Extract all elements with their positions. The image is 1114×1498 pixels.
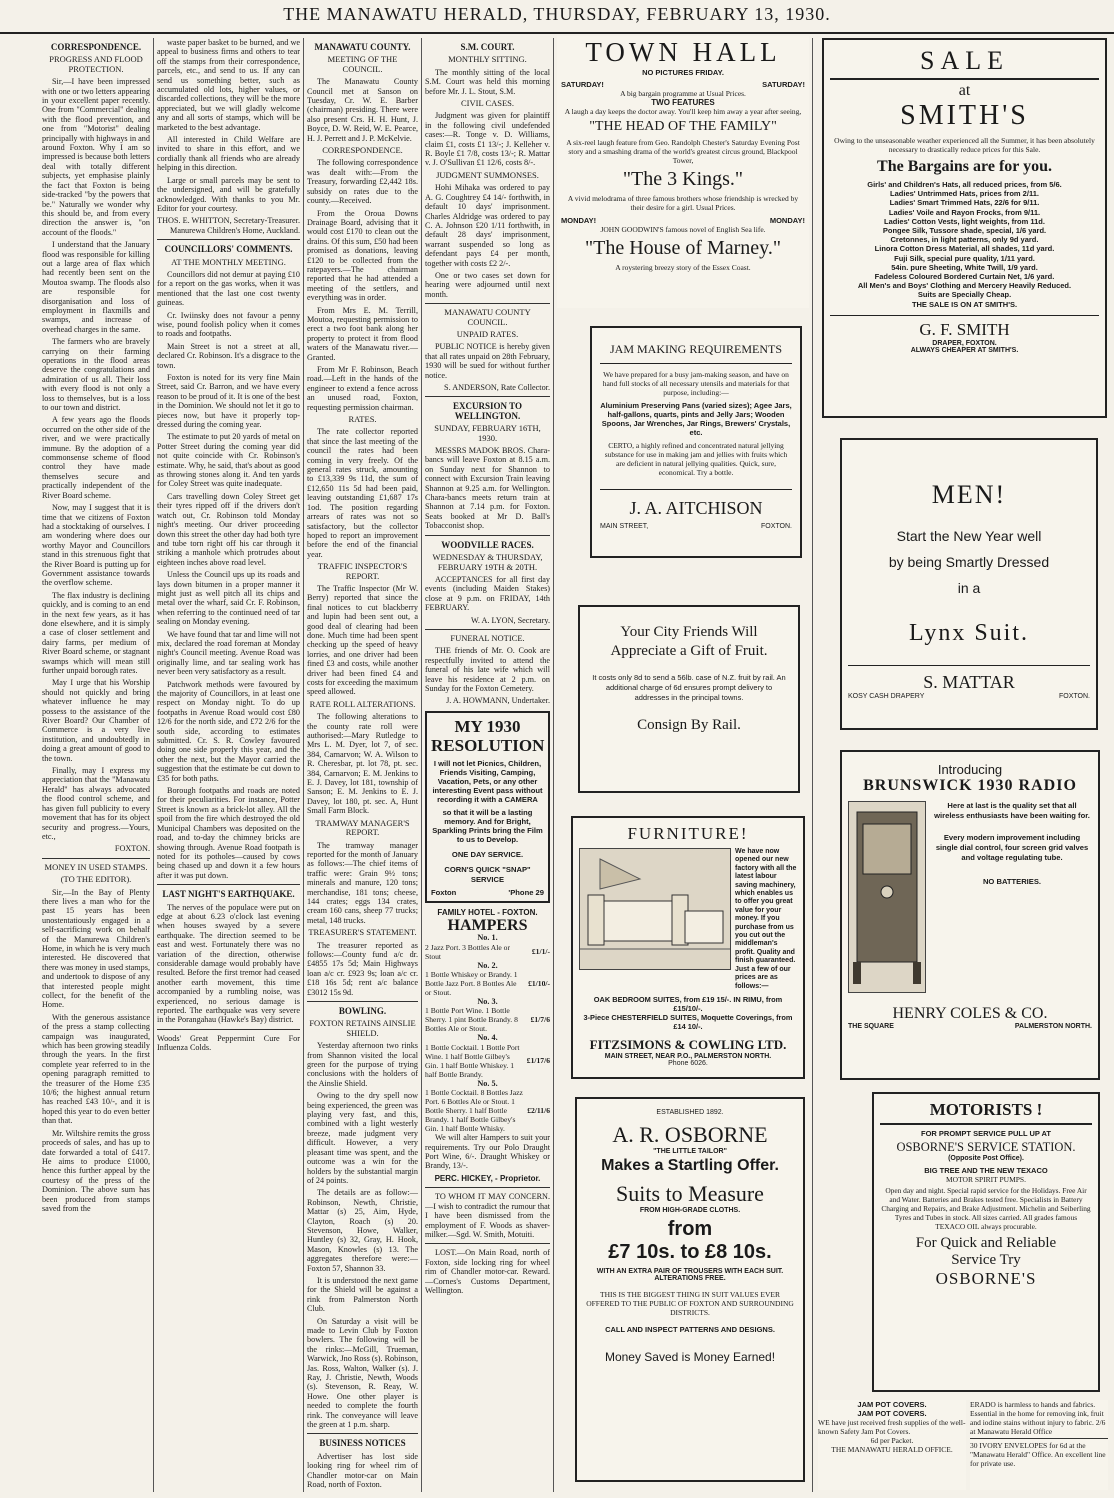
address: MAIN STREET, NEAR P.O., PALMERSTON NORTH. bbox=[604, 1052, 772, 1060]
hotel-name: FAMILY HOTEL - FOXTON. bbox=[437, 908, 538, 918]
paragraph: LOST.—On Main Road, north of Foxton, side locking ring for wheel rim of Chandler motor-car. Reward.—Cornes's Customs Department, Wellington. bbox=[425, 1248, 550, 1295]
notice-heading: WOODVILLE RACES. bbox=[441, 539, 534, 550]
ad-line: A vivid melodrama of three famous brothers whose friendship is wrecked by their desire for a girl. Usual Prices. bbox=[567, 194, 799, 212]
ad-body: We have prepared for a busy jam-making season, and have on hand full stocks of all necessary utensils and materials for that purpose, including:— bbox=[602, 370, 790, 397]
ad-title: JAM POT COVERS. bbox=[857, 1400, 927, 1409]
firm-name: FITZSIMONS & COWLING LTD. bbox=[589, 1036, 787, 1052]
section-heading: BUSINESS NOTICES bbox=[319, 1438, 406, 1449]
hamper-row bbox=[425, 1088, 550, 1133]
ad-footer bbox=[848, 693, 1090, 700]
hamper-number: No. 4. bbox=[477, 1033, 498, 1043]
ad-title: BRUNSWICK 1930 RADIO bbox=[863, 777, 1077, 794]
hamper-price: £1/7/6 bbox=[530, 1015, 550, 1025]
ad-title: RESOLUTION bbox=[431, 735, 545, 755]
mattar-lynx-suit-ad bbox=[840, 438, 1098, 730]
ad-body: so that it will be a lasting memory. And for Bright, Sparkling Prints bring the Film to us to Develop. bbox=[432, 807, 543, 844]
article-subheading: MONTHLY SITTING. bbox=[448, 54, 527, 65]
ad-line: (Opposite Post Office). bbox=[948, 1155, 1024, 1162]
ad-line: FOR PROMPT SERVICE PULL UP AT bbox=[920, 1129, 1052, 1138]
section-heading: BOWLING. bbox=[338, 1006, 387, 1016]
hamper-number: No. 1. bbox=[477, 933, 498, 943]
town: PALMERSTON NORTH. bbox=[1014, 1023, 1092, 1030]
hamper-items: 2 Jazz Port. 3 Bottles Ale or Stout bbox=[425, 942, 510, 961]
ad-body: THIS IS THE BIGGEST THING IN SUIT VALUES EVER OFFERED TO THE PUBLIC OF FOXTON AND SURROUNDING DISTRICTS. bbox=[586, 1290, 794, 1317]
column-rule bbox=[812, 38, 813, 1492]
ad-body: CERTO, a highly refined and concentrated natural jellying substance for use in making jam and jellies with fruits which are deficient in natural jellying qualities. Quick, sure, economical. Try a bottle. bbox=[604, 441, 788, 477]
sale-item: Ladies' Voile and Rayon Frocks, from 9/11. bbox=[888, 207, 1041, 217]
paragraph: The Manawatu County Council met at Sanson on Tuesday, Cr. W. E. Barber (chairman) presiding. There were also present Crs. H. H. Hunt, J. Boyce, D. W. Reid, W. E. Pearce, H. J. Perrett and J. P. McKelvie. bbox=[307, 77, 418, 143]
hampers-signature: PERC. HICKEY, - Proprietor. bbox=[434, 1173, 541, 1183]
section-heading: MANAWATU COUNTY. bbox=[314, 42, 411, 52]
ad-body: NO BATTERIES. bbox=[982, 877, 1042, 886]
shop-sub: KOSY CASH DRAPERY bbox=[848, 693, 925, 700]
ad-headline: The Bargains are for you. bbox=[877, 158, 1052, 175]
ad-line: MOTOR SPIRIT PUMPS. bbox=[946, 1175, 1026, 1184]
ad-line: BIG TREE AND THE NEW TEXACO bbox=[924, 1166, 1048, 1175]
divider bbox=[157, 1029, 300, 1030]
town: FOXTON. bbox=[1059, 693, 1090, 700]
paragraph: The rate collector reported that since the last meeting of the council the rates had been coming in very freely. Of the general rates struck, amounting to £13,339 9s 11d, the sum of £12,650 11s 5d had been paid, leaving outstanding £1,687 17s 1od. The position regarding arrears of rates was not so satisfactory, but the collector hoped to report an improvement before the end of the financial year. bbox=[307, 427, 418, 559]
ad-line: 3-Piece CHESTERFIELD SUITES, Moquette Coverings, from £14 10/-. bbox=[583, 1012, 793, 1031]
paragraph: Patchwork methods were favoured by the majority of Councillors, in at least one respect on Monday night. To do up footpaths in Avenue Road would cost £80 12/6 for the north side, and £72 2/6 for the south side, according to estimates submitted. Cr. S. R. Cowley favoured doing one side properly this year, and the other the next, but the Mayor carried the suggestion that the estimate be cut down to £35 for both paths. bbox=[157, 679, 300, 783]
section-heading: LAST NIGHT'S EARTHQUAKE. bbox=[162, 889, 295, 900]
furniture-ad bbox=[571, 816, 805, 1079]
furniture-illustration bbox=[579, 848, 731, 970]
paragraph: ACCEPTANCES for all first day events (including Maiden Stakes) close at 9 p.m. on FRIDAY, 14th FEBRUARY. bbox=[425, 574, 550, 613]
sale-item: Pongee Silk, Tussore shade, special, 1/6 yard. bbox=[882, 226, 1047, 236]
column-court bbox=[425, 38, 550, 1492]
divider bbox=[425, 303, 550, 304]
article-subheading: FOXTON RETAINS AINSLIE SHIELD. bbox=[309, 1018, 416, 1038]
ad-body: I will not let Picnics, Children, Friends Visiting, Camping, Vacation, Pets, or any other interesting Event pass without recording it with a CAMERA bbox=[432, 758, 543, 804]
paragraph: The nerves of the populace were put on edge at about 6.23 o'clock last evening when houses swayed by a severe earthquake. The direction seemed to be east and west. Fortunately there was no variation of the direction, otherwise considerable damage would probably have resulted. Before the first tremor had ceased another earth movement, this time accompanied by a rumbling noise, was experienced, no serious damage is reported. The earthquake was very severe in the Porangahau (Hawke's Bay) district. bbox=[157, 902, 300, 1025]
ad-headline: Lynx Suit. bbox=[908, 620, 1030, 646]
erado-ad bbox=[970, 1400, 1108, 1490]
ad-row bbox=[579, 848, 797, 991]
ad-title: TOWN HALL bbox=[585, 37, 781, 67]
article-subheading: TRAFFIC INSPECTOR'S REPORT. bbox=[317, 561, 408, 581]
paragraph: Unless the Council ups up its roads and lays down bitumen in a proper manner it might just as well pitch all its chips and metal over the wharf, said Cr. F. Robinson, when referring to the continued need of tar sealing on Monday evening. bbox=[157, 570, 300, 627]
ad-body: Every modern improvement including single dial control, four screen grid valves and voltage regulating tube. bbox=[935, 833, 1089, 862]
column-rule bbox=[153, 38, 154, 1492]
section-heading: S.M. COURT. bbox=[460, 42, 515, 52]
ad-line: WITH AN EXTRA PAIR OF TROUSERS WITH EACH SUIT. bbox=[596, 1268, 784, 1275]
ad-line: A six-reel laugh feature from Geo. Randolph Chester's Saturday Evening Post story and a smashing drama of the world's greatest circus ground, Blackpool Tower, bbox=[566, 138, 800, 165]
small-ad: Woods' Great Peppermint Cure For Influenza Colds. bbox=[157, 1033, 300, 1053]
paragraph: On Saturday a visit will be made to Levin Club by Foxton bowlers. The following will be the rinks:—McGill, Trueman, Warwick, Jno Ross (s). Robinson, Jas. Ross, Walton, Walker (s). J. Ray, J. Christie, Newth, Woods (s). Stevenson, R. Reay, W. Howe. One other player is needed to complete the fourth rink. The conveyance will leave the green at 1 p.m. sharp. bbox=[307, 1316, 418, 1430]
paragraph: The farmers who are bravely carrying on their farming operations in the flood areas deserve the congratulations and admiration of us all. Their loss with every flood is not only a loss to themselves, but is a loss to our town and district. bbox=[42, 337, 150, 413]
film-title: "The 3 Kings." bbox=[622, 168, 744, 190]
divider bbox=[307, 1433, 418, 1434]
paragraph: Advertiser has lost side looking ring for wheel rim of Chandler motor-car on Main Road, north of Foxton. bbox=[307, 1451, 418, 1490]
article-subheading: CORRESPONDENCE. bbox=[322, 145, 403, 156]
smiths-sale-ad bbox=[822, 38, 1107, 418]
paragraph: Sir,—In the Bay of Plenty there lives a man who for the past 15 years has been unostentatiously engaged in a self-sacrificing work on behalf of the Manurewa Children's Home, in which he is very much interested. He discovered that there was money in used stamps, and undertook to dispose of any that interested people might collect, for the benefit of the Home. bbox=[42, 887, 150, 1010]
ad-day-row bbox=[561, 80, 805, 89]
ad-headline: Suits to Measure bbox=[616, 1181, 764, 1206]
signature: J. A. HOWMANN, Undertaker. bbox=[446, 696, 550, 706]
notice-heading: FUNERAL NOTICE. bbox=[450, 632, 525, 643]
shop-name: SMITH'S bbox=[900, 100, 1029, 131]
day-label: SATURDAY! bbox=[762, 80, 805, 89]
ad-line: ONE DAY SERVICE. bbox=[451, 849, 524, 859]
paragraph: Now, may I suggest that it is time that we citizens of Foxton had a stocktaking of ourselves. I am wondering where does our worthy Mayor and Councillors stand in this strenuous fight that the River Board is putting up for Government assistance towards the overflow scheme. bbox=[42, 503, 150, 588]
article-subheading: RATES. bbox=[348, 414, 377, 425]
hamper-row bbox=[425, 943, 550, 961]
ad-line: JOHN GOODWIN'S famous novel of English Sea life. bbox=[600, 225, 766, 234]
ad-body: ERADO is harmless to hands and fabrics. Essential in the home for removing ink, fruit and iodine stains without injury to fabric. 2/6 at Manawatu Herald Office bbox=[970, 1400, 1106, 1436]
ad-body: WE have just received fresh supplies of the well-known Safety Jam Pot Covers. bbox=[818, 1418, 966, 1436]
divider bbox=[157, 239, 300, 240]
ad-line: in a bbox=[957, 580, 981, 596]
film-title: "THE HEAD OF THE FAMILY" bbox=[589, 119, 777, 134]
signature: THOS. E. WHITTON, Secretary-Treasurer. Manurewa Children's Home, Auckland. bbox=[157, 216, 300, 235]
masthead: THE MANAWATU HERALD, THURSDAY, FEBRUARY 13, 1930. bbox=[0, 4, 1114, 34]
ad-line: 6d per Packet. bbox=[870, 1436, 914, 1445]
paragraph: The estimate to put 20 yards of metal on Potter Street during the coming year did not quite coincide with Cr. Robinson's estimate. Why, he said, that's about as good as throwing stones along it. And ten yards for Coley Street was quite inadequate. bbox=[157, 432, 300, 489]
ad-line: FROM HIGH-GRADE CLOTHS. bbox=[639, 1207, 741, 1214]
paragraph: We will alter Hampers to suit your requirements. Try our Polo Draught Port Wine, 6/-. Draught Whiskey or Brandy, 13/-. bbox=[425, 1133, 550, 1171]
column-rule bbox=[421, 38, 422, 1492]
paragraph: It is understood the next game for the Shield will be against a rink from Palmerston North Club. bbox=[307, 1275, 418, 1314]
signature: S. ANDERSON, Rate Collector. bbox=[444, 383, 550, 392]
ad-footer bbox=[600, 523, 792, 530]
article-subheading: TREASURER'S STATEMENT. bbox=[308, 927, 417, 938]
ad-slogan: Money Saved is Money Earned! bbox=[604, 1350, 776, 1364]
ad-line: NO PICTURES FRIDAY. bbox=[642, 68, 724, 77]
ad-slogan: Consign By Rail. bbox=[637, 717, 741, 733]
ad-body: Open day and night. Special rapid service for the Holidays. Free Air and Water. Batteries and Brakes tested free. Specialists in Battery Charging and Repairs, and Brake Adjustment. Michelin and Seiberling Tyres and Tubes in stock. All sizes carried. All grades famous TEXACO OIL always procurable. bbox=[881, 1186, 1091, 1231]
hamper-items: 1 Bottle Cocktail. 1 Bottle Port Wine. 1 half Bottle Gilbey's Gin. 1 half Bottle Whiskey. 1 half Bottle Brandy. bbox=[425, 1042, 520, 1079]
day-label: MONDAY! bbox=[769, 216, 805, 225]
divider bbox=[425, 396, 550, 397]
ad-title: SALE bbox=[830, 46, 1099, 80]
signature: FOXTON. bbox=[114, 844, 150, 854]
hampers-list bbox=[425, 933, 550, 1133]
hamper-number: No. 2. bbox=[477, 960, 498, 970]
section-heading: COUNCILLORS' COMMENTS. bbox=[164, 244, 293, 255]
sale-item: Ladies' Untrimmed Hats, prices from 2/11. bbox=[890, 189, 1039, 199]
paragraph: The Traffic Inspector (Mr W. Berry) reported that since the final notices to cut blackberry and lupin had been sent out, a good deal of clearing had been done. Much time had been spent checking up the speed of heavy lorries, and one driver had been fined £3 and costs, while another driver had been fined £4 and costs for exceeding the maximum speed allowed. bbox=[307, 583, 418, 697]
sale-item: All Men's and Boys' Clothing and Mercery Heavily Reduced. bbox=[857, 281, 1072, 291]
paragraph: The monthly sitting of the local S.M. Court was held this morning before Mr. J. L. Stout, S.M. bbox=[425, 67, 550, 96]
ad-text bbox=[932, 801, 1092, 993]
ad-line: Start the New Year well bbox=[896, 528, 1042, 544]
town: Foxton bbox=[431, 888, 457, 897]
ad-line: by being Smartly Dressed bbox=[888, 554, 1050, 570]
paragraph: Main Street is not a street at all, declared Cr. Robinson. It's a disgrace to the town. bbox=[157, 341, 300, 370]
paragraph: The tramway manager reported for the month of January as follows:—The chief items of traffic were: Grain 9½ tons; minerals and manure, 120 tons; merchandise, 181 tons; cheese, 144 crates; eggs 134 crates, cream 160 cans, sheep 77 trucks; metal, 148 trucks. bbox=[307, 840, 418, 925]
sale-item: Fadeless Coloured Bordered Curtain Net, 1/6 yard. bbox=[874, 272, 1055, 282]
hampers-title: HAMPERS bbox=[447, 916, 528, 934]
sale-item: Ladies' Cotton Vests, light weights, from 11d. bbox=[884, 216, 1045, 226]
ad-body: Owing to the unseasonable weather experienced all the Summer, it has been absolutely necessary to drastically reduce prices for this Sale. bbox=[834, 136, 1095, 154]
rail-ad bbox=[578, 605, 800, 793]
paragraph: With the generous assistance of the press a stamp collecting campaign was inaugurated, which has been growing steadily through the years. In the first complete year referred to in the opening paragraph remitted to the treasurer of the Home £35 10/6; the highest annual return has reached £43 10/-, and it is hoped this year to do even better than that. bbox=[42, 1012, 150, 1126]
hamper-row bbox=[425, 1043, 550, 1079]
ad-line: CALL AND INSPECT PATTERNS AND DESIGNS. bbox=[605, 1325, 775, 1334]
ad-slogan: For Quick and Reliable bbox=[915, 1235, 1057, 1251]
paragraph: The flax industry is declining quickly, and is coming to an end in the next few years, as it has done elsewhere, and it is simply a case of closer settlement and dairy farms, per medium of River Board scheme, or stagnant swamps which will mean still further unpaid borough rates. bbox=[42, 590, 150, 675]
film-title: "The House of Marney." bbox=[584, 237, 782, 259]
ad-shop: CORN'S QUICK "SNAP" SERVICE bbox=[444, 865, 531, 884]
ad-line: "THE LITTLE TAILOR" bbox=[653, 1148, 727, 1155]
sale-item: Cretonnes, in light patterns, only 9d yard. bbox=[890, 235, 1039, 245]
hamper-items: 1 Bottle Port Wine. 1 Bottle Sherry. 1 pint Bottle Brandy. 8 Bottles Ale or Stout. bbox=[425, 1006, 518, 1034]
sale-item: THE SALE IS ON AT SMITH'S. bbox=[911, 299, 1018, 309]
ad-title: JAM POT COVERS. bbox=[857, 1409, 927, 1418]
ad-row bbox=[848, 801, 1092, 993]
notice-subheading: UNPAID RATES. bbox=[456, 328, 519, 339]
hamper-number: No. 3. bbox=[477, 997, 498, 1007]
paragraph: Judgment was given for plaintiff in the following civil undefended cases:—R. Tonge v. D. Williams, claim £1, costs £1 13/-; J. Kelleher v. R. Boyle £1 7/8, costs 13/-; R. Mattar v. J. O'Sullivan £1 12/6, costs 8/-. bbox=[425, 111, 550, 168]
article-heading: PROGRESS AND FLOOD PROTECTION. bbox=[49, 54, 143, 74]
ad-line: ESTABLISHED 1892. bbox=[656, 1109, 724, 1116]
town-hall-ad bbox=[557, 36, 809, 308]
sale-item: Ladies' Smart Trimmed Hats, 22/6 for 9/11. bbox=[889, 198, 1040, 208]
paragraph: Yesterday afternoon two rinks from Shannon visited the local green for the purpose of trying conclusions with the holders of the Ainslie Shield. bbox=[307, 1041, 418, 1088]
owner-name: G. F. SMITH bbox=[830, 315, 1099, 340]
phone: Phone 6026. bbox=[668, 1059, 708, 1067]
sale-item: Fuji Silk, special pure quality, 1/11 yard. bbox=[894, 253, 1035, 263]
column-correspondence bbox=[42, 38, 150, 1492]
notice-heading: EXCURSION TO WELLINGTON. bbox=[453, 401, 522, 421]
paragraph: Owing to the dry spell now being experienced, the green was playing very fast, and this, combined with a light westerly breeze, made judgment very difficult. However, a very pleasant time was spent, and the outcome was a win for the holders by the substantial margin of 24 points. bbox=[307, 1091, 418, 1185]
notice-heading: MANAWATU COUNTY COUNCIL. bbox=[444, 307, 531, 327]
hamper-number: No. 5. bbox=[477, 1078, 498, 1088]
ad-line: from bbox=[667, 1218, 713, 1240]
ad-line: ALTERATIONS FREE. bbox=[654, 1275, 726, 1282]
ad-line: Introducing bbox=[937, 762, 1003, 777]
paragraph: We have found that tar and lime will not mix, declared the road foreman at Monday night's Council meeting. Avenue Road was originally lime, and tar sealing work has never been very satisfactory as a result. bbox=[157, 629, 300, 677]
divider bbox=[157, 884, 300, 885]
radio-cabinet-illustration bbox=[848, 801, 926, 993]
article-subheading: JUDGMENT SUMMONSES. bbox=[436, 169, 539, 180]
hamper-price: £1/10/- bbox=[528, 979, 550, 989]
paragraph: TO WHOM IT MAY CONCERN.—I wish to contradict the rumour that I have been dismissed from the employment of F. Woods as shaver-milker.—Sgd. W. Smith, Motuiti. bbox=[425, 1192, 550, 1239]
ad-line: OAK BEDROOM SUITES, from £19 15/-. IN RIMU, from £15/10/-. bbox=[593, 994, 783, 1013]
paragraph: From Mr F. Robinson, Beach road.—Left in the hands of the engineer to extend a fence across an unused road, Foxton, requesting permission chairman. bbox=[307, 365, 418, 412]
brunswick-radio-ad bbox=[840, 750, 1100, 1080]
shop-name: J. A. AITCHISON bbox=[600, 489, 792, 519]
ad-title: MOTORISTS ! bbox=[880, 1100, 1092, 1125]
hamper-items: 1 Bottle Whiskey or Brandy. 1 Bottle Jazz Port. 8 Bottles Ale or Stout. bbox=[425, 970, 518, 998]
hamper-price: £2/11/6 bbox=[527, 1106, 550, 1116]
sale-list bbox=[830, 180, 1099, 309]
ad-line: ALWAYS CHEAPER AT SMITH'S. bbox=[910, 346, 1019, 354]
ad-title: Your City Friends Will Appreciate a Gift of Fruit. bbox=[610, 624, 768, 659]
column-councillors bbox=[157, 38, 300, 1492]
paragraph: PUBLIC NOTICE is hereby given that all rates unpaid on 28th February, 1930 will be sued for without further notice. bbox=[425, 342, 550, 380]
paragraph: Foxton is noted for its very fine Main Street, said Cr. Barron, and we have every reason to be proud of it. It is one of the best in the Dominion. We should not let it go to pieces now, but have it properly top-dressed during the coming year. bbox=[157, 373, 300, 430]
article-subheading: CIVIL CASES. bbox=[460, 98, 515, 109]
paragraph: Mr. Wiltshire remits the gross proceeds of sales, and has up to date forwarded a total of £417. He aims to produce £1000, hence this further appeal by the courtesy of the press of the Dominion. The above sum has been produced from stamps saved from the bbox=[42, 1128, 150, 1213]
firm-name: HENRY COLES & CO. bbox=[892, 1005, 1048, 1022]
paragraph: I understand that the January flood was responsible for killing out a large area of flax which had recently been sent on the Moutoa swamp. The floods also are responsible for disorganisation and loss of employment in flaxmills and swamps, and increase of overhead charges in the same. bbox=[42, 240, 150, 334]
paragraph: From Mrs E. M. Terrill, Moutoa, requesting permission to erect a two foot bank along her property to protect it from flood waters of the Manawatu river.—Granted. bbox=[307, 305, 418, 362]
paragraph: Sir,—I have been impressed with one or two letters appearing in your excellent paper recently. One from "Commercial" dealing with the flood prevention, and one from "Motorist" dealing principally with highways in and around Foxton. Why I am so impressed is because both letters deal with totally different subjects, yet emphasise plainly the fact that Foxton is being side-tracked "by the powers that be." Naturally we wonder why this should be, and from every direction the answer is, "on account of the floods." bbox=[42, 77, 150, 237]
radio-icon bbox=[849, 802, 925, 992]
ad-footer bbox=[848, 1023, 1092, 1030]
ad-slogan: Service Try bbox=[951, 1252, 1021, 1268]
hamper-price: £1/1/- bbox=[531, 947, 550, 957]
ad-title: A. R. OSBORNE bbox=[612, 1122, 768, 1147]
ad-body: Here at last is the quality set that all wireless enthusiasts have been waiting for. bbox=[934, 801, 1090, 820]
hamper-price: £1/17/6 bbox=[526, 1056, 550, 1066]
section-heading: CORRESPONDENCE. bbox=[50, 42, 142, 52]
divider bbox=[425, 1243, 550, 1244]
article-subheading: MEETING OF THE COUNCIL. bbox=[327, 54, 398, 74]
paragraph: Councillors did not demur at paying £10 for a report on the gas works, when it was mentioned that the last one cost twenty guineas. bbox=[157, 269, 300, 308]
osborne-service-station-ad bbox=[872, 1092, 1100, 1392]
ad-day-row bbox=[561, 216, 805, 225]
ad-line: A roystering breezy story of the Essex Coast. bbox=[615, 263, 751, 272]
paragraph: A few years ago the floods occurred on the other side of the river, and we were practically immune. By the adoption of a commonsense scheme of flood control they have made themselves secure and practically independent of the River Board scheme. bbox=[42, 415, 150, 500]
ad-body: Aluminium Preserving Pans (varied sizes); Agee Jars, half-gallons, quarts, pints and Jelly Jars; Wooden Spoons, Jar Wrenches, Jar Rings, Brewers' Crystals, etc. bbox=[600, 401, 792, 437]
sofa-illustration bbox=[580, 849, 730, 969]
paragraph: The details are as follow:—Robinson, Newth, Christie, Mattar (s) 25, Aim, Hyde, Clayton, Roach (s) 20. Stevenson, Howe, Walker, Huntley (s) 32, Gray, H. Hook, Mason, Knowles (s) 13. The aggregates therefore were:—Foxton 57, Shannon 33. bbox=[307, 1188, 418, 1273]
paragraph: The following correspondence was dealt with:—From the Treasury, forwarding £2,442 18s. subsidy on rates due to the county.—Received. bbox=[307, 158, 418, 206]
column-rule bbox=[553, 38, 554, 1492]
paragraph: Hohi Mihaka was ordered to pay A. G. Coughtrey £4 14/- forthwith, in default 10 days' imprisonment. Charles Aldridge was ordered to pay C. A. Johnson £20 1/11 forthwith, in default 28 days' imprisonment, warrant suspended so long as defendant pays £4 per month, together with costs £2 2/-. bbox=[425, 183, 550, 268]
paragraph: Cars travelling down Coley Street get their tyres ripped off if the drivers don't watch out, Cr. Robinson told Monday night's meeting. Our driver proceeding down this street the other day had both tyre and tube torn right off his car through it striking a manhole which protrudes about eighteen inches above road level. bbox=[157, 491, 300, 567]
ad-line: TWO FEATURES bbox=[651, 98, 715, 107]
jam-pot-covers-ad bbox=[818, 1400, 966, 1490]
ad-line: A laugh a day keeps the doctor away. You'll keep him away a year after seeing, bbox=[564, 107, 802, 116]
town: FOXTON. bbox=[761, 523, 792, 530]
ad-line: A big bargain programme at Usual Prices. bbox=[620, 89, 746, 98]
notice-subheading: SUNDAY, FEBRUARY 16TH, 1930. bbox=[434, 423, 541, 443]
resolution-ad bbox=[425, 711, 550, 904]
article-subheading: AT THE MONTHLY MEETING. bbox=[171, 256, 286, 267]
sale-item: Linora Cotton Dress Material, all shades, 11d yard. bbox=[874, 244, 1055, 254]
column-county bbox=[307, 38, 418, 1492]
article-subheading: (TO THE EDITOR). bbox=[60, 874, 132, 885]
ad-title: FURNITURE! bbox=[627, 824, 749, 843]
sale-item: Suits are Specially Cheap. bbox=[917, 290, 1012, 300]
ad-body: We have now opened our new factory with all the latest labour saving machinery, which enables us to offer you great value for your money. If you purchase from us you cut out the middleman's profit. Quality and finish guaranteed. Just a few of our prices are as follows:— bbox=[735, 848, 797, 990]
hamper-row bbox=[425, 970, 550, 997]
jam-making-ad bbox=[590, 326, 802, 558]
paragraph: MESSRS MADOK BROS. Chara-bancs will leave Foxton at 8.15 a.m. on Sunday next for Shannon to connect with Excursion Train leaving Shannon at 9.25 a.m. for Wellington. Chara-bancs meets return train at Shannon at 7.14 p.m. for Foxton. Seats booked at Mr D. Ball's Tobacconist shop. bbox=[425, 446, 550, 531]
ad-body: 30 IVORY ENVELOPES for 6d at the "Manawatu Herald" Office. An excellent line for private use. bbox=[970, 1438, 1108, 1468]
day-label: SATURDAY! bbox=[561, 80, 604, 89]
ad-headline: Makes a Startling Offer. bbox=[601, 1157, 779, 1174]
ad-title: JAM MAKING REQUIREMENTS bbox=[600, 336, 792, 364]
column-rule bbox=[303, 38, 304, 1492]
paragraph: From the Oroua Downs Drainage Board, advising that it would cost £170 to clean out the drains. Of this sum, £50 had been promised as donations, leaving £120 to be collected from the ratepayers.—The chairman reported that he had attended a meeting of the settlers, and everything was in order. bbox=[307, 208, 418, 303]
divider bbox=[425, 629, 550, 630]
paragraph: May I urge that his Worship should not quickly and bring whatever influence he may possess to the assistance of the River Board? Our Chamber of Commerce is a very live institution, and undoubtedly in doing a great amount of good to the town. bbox=[42, 678, 150, 763]
divider bbox=[42, 858, 150, 859]
sale-item: 54in. pure Sheeting, White Twill, 1/9 yard. bbox=[891, 262, 1038, 272]
paragraph: THE friends of Mr. O. Cook are respectfully invited to attend the funeral of his late wife which will leave his residence at 2 p.m. on Sunday for the Foxton Cemetery. bbox=[425, 646, 550, 693]
day-label: MONDAY! bbox=[561, 216, 597, 225]
phone: 'Phone 29 bbox=[508, 888, 544, 897]
paragraph: Large or small parcels may be sent to the undersigned, and will be gratefully acknowledged. With thanks to you Mr. Editor for your courtesy. bbox=[157, 175, 300, 213]
divider bbox=[425, 535, 550, 536]
paragraph: All interested in Child Welfare are invited to share in this effort, and we cordially thank all friends who are already helping in this direction. bbox=[157, 135, 300, 173]
ad-price: £7 10s. to £8 10s. bbox=[608, 1241, 772, 1263]
street: MAIN STREET, bbox=[600, 523, 649, 530]
ad-slogan: OSBORNE'S bbox=[935, 1269, 1037, 1288]
notice-subheading: WEDNESDAY & THURSDAY, FEBRUARY 19TH & 20TH. bbox=[432, 552, 543, 572]
ad-line: OSBORNE'S SERVICE STATION. bbox=[896, 1140, 1076, 1154]
hamper-items: 1 Bottle Cocktail. 8 Bottles Jazz Port. 6 Bottles Ale or Stout. 1 Bottle Sherry. 1 half Bottle Brandy. 1 half Bottle Gilbey's Gin. 1 half Bottle Whisky. bbox=[425, 1088, 523, 1134]
ad-line: THE MANAWATU HERALD OFFICE. bbox=[831, 1445, 953, 1454]
ad-line: at bbox=[958, 82, 971, 99]
shop-name: S. MATTAR bbox=[848, 665, 1090, 693]
ad-line: DRAPER, FOXTON. bbox=[932, 339, 997, 347]
signature: W. A. LYON, Secretary. bbox=[470, 615, 550, 625]
osborne-tailor-ad bbox=[575, 1097, 805, 1482]
hamper-row bbox=[425, 1006, 550, 1033]
article-subheading: TRAMWAY MANAGER'S REPORT. bbox=[315, 817, 410, 838]
divider bbox=[425, 1187, 550, 1188]
ad-title: MEN! bbox=[931, 480, 1007, 509]
paragraph: Cr. Iwiinsky does not favour a penny wise, pound foolish policy when it comes to roads and footpaths. bbox=[157, 310, 300, 339]
paragraph: The following alterations to the county rate roll were authorised:—Mary Rutledge to Mrs L. M. Dyer, lot 7, of sec. 384, Carnarvon; W. A. Wilson to R. Cheresbar, pt. lot 78, pt. sec. 384, Carnarvon; E. M. Jenkins to E. J. Davey, lot 181, township of Sanson; E. M. Jenkins to E. J. Davey, lot 180, pt. sec. A, Hunt Small Farm Block. bbox=[307, 712, 418, 816]
article-subheading: RATE ROLL ALTERATIONS. bbox=[309, 698, 416, 709]
ad-title: MY 1930 bbox=[454, 716, 521, 736]
ad-footer bbox=[431, 888, 544, 897]
sale-item: Girls' and Children's Hats, all reduced prices, from 5/6. bbox=[867, 180, 1062, 189]
ad-body: It costs only 8d to send a 56lb. case of N.Z. fruit by rail. An additional charge of 6d ensures prompt delivery to addresses in the principal towns. bbox=[592, 673, 786, 702]
paragraph: Borough footpaths and roads are noted for their peculiarities. For instance, Potter Street is known as a brick-lot alley. All the spoil from the fire which destroyed the old Municipal Chambers was deposited on the road, and to-day the chimney bricks are showing through. Avenue Road footpath is noted for its potholes—caused by cows being chased up and down it a few hours after it was put down. bbox=[157, 786, 300, 880]
article-heading: MONEY IN USED STAMPS. bbox=[44, 861, 148, 872]
address: THE SQUARE bbox=[848, 1023, 894, 1030]
paragraph: One or two cases set down for hearing were adjourned until next month. bbox=[425, 270, 550, 299]
paragraph: The treasurer reported as follows:—County fund a/c dr.£4855 17s 5d; Main Highways loan a/c cr. £923 9s; loan a/c cr. £18 16s 5d; rent a/c balance £3012 15s 9d. bbox=[307, 940, 418, 997]
paragraph: Finally, may I express my appreciation that the "Manawatu Herald" has always advocated the flood control scheme, and has given full publicity to every movement that has for its object security and progress.—Yours, etc., bbox=[42, 766, 150, 841]
paragraph: waste paper basket to be burned, and we appeal to business firms and others to tear off the stamps from their correspondence, parcels, etc., and send to us. If any can send us something better, such as accumulated old lots, higher values, or discarded collections, they will be the more appreciated, but we will gladly welcome any and all sorts of stamps, which will be marketed to the best advantage. bbox=[157, 38, 300, 132]
divider bbox=[307, 1001, 418, 1002]
